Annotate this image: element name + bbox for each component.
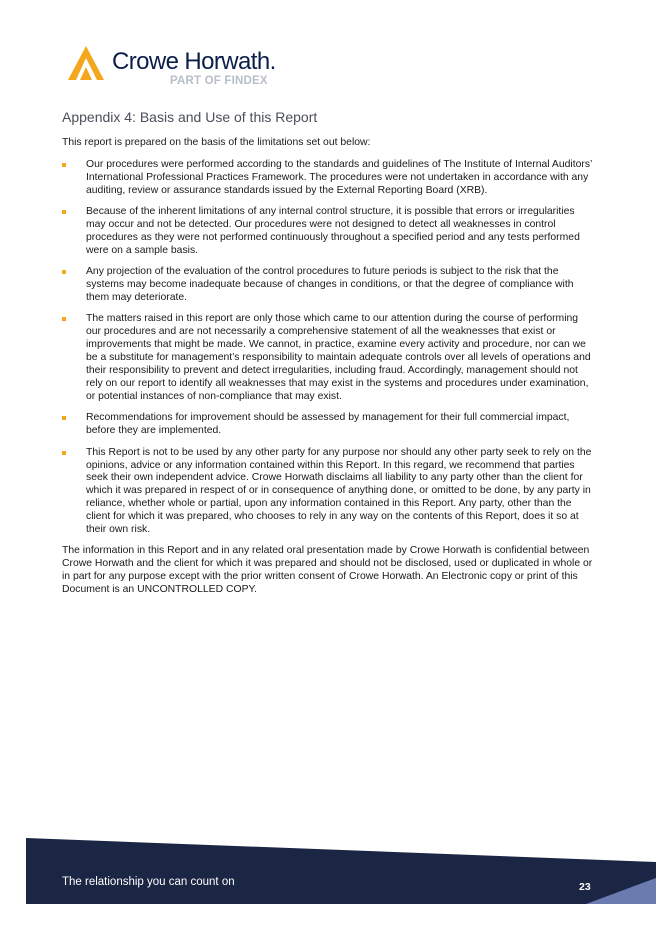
list-item <box>62 159 594 198</box>
list-item <box>62 266 594 305</box>
list-item <box>62 412 594 438</box>
bullet-square-icon <box>62 270 66 274</box>
list-item-text: Our procedures were performed according to the standards and guidelines of The Institute of Internal Auditors’ International Professional Practices Framework. The procedures were not undertaken in accordance with any auditing, review or assurance standards issued by the External Reporting Board (XRB). <box>86 158 592 196</box>
crowe-horwath-logo <box>66 44 276 92</box>
brand-name: Crowe Horwath. <box>112 48 276 75</box>
bullet-square-icon <box>62 210 66 214</box>
list-item-text: The matters raised in this report are only those which came to our attention during the course of performing our procedures and are not necessarily a comprehensive statement of all the weaknesses that exist or improvements that might be made. We cannot, in practice, examine every activity and procedure, nor can we be a substitute for management’s responsibility to maintain adequate controls over all levels of operations and their responsibility to prevent and detect irregularities, including fraud. Accordingly, management should not rely on our report to identify all weaknesses that may exist in the systems and procedures under examination, or potential instances of non-compliance that may exist. <box>86 313 591 402</box>
footer-background <box>26 836 656 904</box>
brand-sub: PART OF FINDEX <box>170 75 268 87</box>
intro-text: This report is prepared on the basis of the limitations set out below: <box>62 137 371 148</box>
list-item <box>62 313 594 403</box>
bullet-square-icon <box>62 163 66 167</box>
list-item-text: This Report is not to be used by any other party for any purpose nor should any other party seek to rely on the opinions, advice or any information contained within this Report. In this regard, we recommend that parties seek their own independent advice. Crowe Horwath disclaims all liability to any party other than the client for which it was prepared in respect of or in consequence of anything done, or omitted to be done, by any party in reliance, whether whole or partial, upon any information contained in this Report. Any party, other than the client for which it was prepared, who chooses to rely in any way on the contents of this Report, does it so at their own risk. <box>86 446 592 536</box>
list-item-text: Recommendations for improvement should be assessed by management for their full commercial impact, before they are implemented. <box>86 412 570 437</box>
bullet-square-icon <box>62 416 66 420</box>
report-body <box>62 137 594 597</box>
closing-paragraph: The information in this Report and in any related oral presentation made by Crowe Horwath is confidential between Crowe Horwath and the client for which it was prepared and should not be disclosed, used or duplicated in whole or in part for any purpose except with the prior written consent of Crowe Horwath. An Electronic copy or print of this Document is an UNCONTROLLED COPY. <box>62 545 593 596</box>
page-title: Appendix 4: Basis and Use of this Report <box>62 109 318 125</box>
list-item-text: Because of the inherent limitations of any internal control structure, it is possible that errors or irregularities may occur and not be detected. Our procedures were not designed to detect all weaknesses in control procedures as they were not performed continuously throughout a specified period and any tests performed were on a sample basis. <box>86 206 580 256</box>
page-number: 23 <box>579 881 591 893</box>
bullet-square-icon <box>62 451 66 455</box>
list-item <box>62 447 594 537</box>
limitations-list <box>62 159 594 537</box>
bullet-square-icon <box>62 317 66 321</box>
crowe-chevron-icon <box>66 46 106 82</box>
footer-tagline: The relationship you can count on <box>62 876 235 888</box>
list-item <box>62 206 594 258</box>
footer-banner <box>26 836 656 904</box>
list-item-text: Any projection of the evaluation of the control procedures to future periods is subject to the risk that the systems may become inadequate because of changes in conditions, or that the degree of compliance with them may deteriorate. <box>86 266 574 304</box>
